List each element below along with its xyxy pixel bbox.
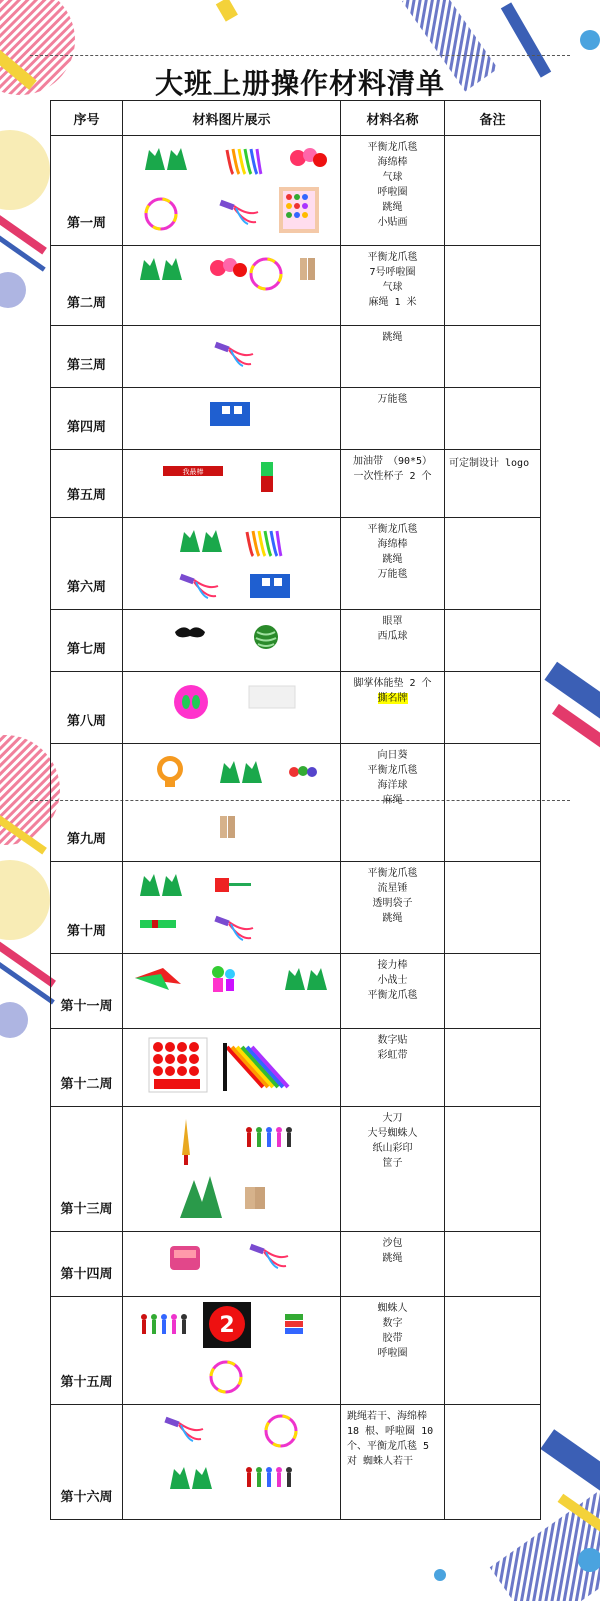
- rope-icon: [218, 196, 262, 229]
- material-names: [341, 954, 445, 1029]
- materials-table: [50, 100, 541, 1520]
- material-name: 跳绳: [382, 913, 403, 924]
- material-name: 气球: [382, 282, 403, 293]
- material-names: [341, 1232, 445, 1297]
- material-name: 筐子: [382, 1158, 403, 1169]
- table-row: [51, 610, 541, 672]
- week-label: 第五周: [51, 450, 123, 518]
- material-names: [341, 388, 445, 450]
- material-name: 呼啦圈: [377, 187, 408, 198]
- material-name: 接力棒: [377, 960, 408, 971]
- material-name: 跳绳: [382, 1253, 403, 1264]
- balloon-icon: [208, 256, 248, 289]
- table-row: [51, 518, 541, 610]
- material-pictures: [123, 1405, 341, 1520]
- note: [445, 1107, 541, 1232]
- spiderman-icon: [243, 1125, 293, 1154]
- material-name: 7号呼啦圈: [369, 267, 416, 278]
- dragon-claw-icon: [143, 146, 189, 175]
- material-names: [341, 450, 445, 518]
- material-pictures: [123, 610, 341, 672]
- dragon-claw-icon: [218, 759, 264, 788]
- week-label: 第六周: [51, 518, 123, 610]
- note: 可定制设计 logo: [445, 450, 541, 518]
- material-names: [341, 136, 445, 246]
- week-label: 第八周: [51, 672, 123, 744]
- material-name: 数字: [382, 1318, 403, 1329]
- balloon-icon: [288, 146, 328, 179]
- note: [445, 326, 541, 388]
- material-pictures: [123, 1232, 341, 1297]
- spiderman-icon: [243, 1465, 293, 1494]
- table-row: [51, 1297, 541, 1405]
- week-label: 第十一周: [51, 954, 123, 1029]
- material-name: 平衡龙爪毯: [367, 990, 418, 1001]
- material-names: [341, 1107, 445, 1232]
- table-row: [51, 672, 541, 744]
- week-label: 第二周: [51, 246, 123, 326]
- sticker-icon: [278, 186, 320, 237]
- note: [445, 610, 541, 672]
- material-name: 呼啦圈: [377, 1348, 408, 1359]
- material-pictures: [123, 1029, 341, 1107]
- week-label: 第七周: [51, 610, 123, 672]
- week-label: 第十六周: [51, 1405, 123, 1520]
- material-name: 数字贴: [377, 1035, 408, 1046]
- foot-pad-icon: [173, 684, 209, 723]
- rope-icon: [163, 1413, 207, 1446]
- material-name: 跳绳: [382, 332, 403, 343]
- header-pictures: 材料图片展示: [123, 101, 341, 136]
- meteor-hammer-icon: [213, 872, 253, 897]
- material-name: 平衡龙爪毯: [367, 868, 418, 879]
- table-row: [51, 388, 541, 450]
- material-pictures: [123, 954, 341, 1029]
- bag-icon: [138, 917, 178, 934]
- material-name: 跳绳: [382, 554, 403, 565]
- note: [445, 1029, 541, 1107]
- material-name: 向日葵: [377, 750, 408, 761]
- material-name: 小贴画: [377, 217, 408, 228]
- note: [445, 954, 541, 1029]
- table-row: [51, 1107, 541, 1232]
- note: [445, 1405, 541, 1520]
- material-names: [341, 672, 445, 744]
- week-label: 第十四周: [51, 1232, 123, 1297]
- note: [445, 862, 541, 954]
- hemp-rope-icon: [298, 256, 318, 285]
- table-row: [51, 326, 541, 388]
- big-knife-icon: [178, 1117, 194, 1170]
- material-pictures: [123, 136, 341, 246]
- dragon-claw-icon: [168, 1465, 214, 1494]
- material-pictures: [123, 388, 341, 450]
- material-names: [341, 326, 445, 388]
- material-name: 海绵棒: [377, 539, 408, 550]
- week-label: 第十二周: [51, 1029, 123, 1107]
- week-label: 第四周: [51, 388, 123, 450]
- rope-icon: [248, 1240, 292, 1273]
- material-name: 平衡龙爪毯: [367, 142, 418, 153]
- table-row: [51, 1405, 541, 1520]
- tape-icon: [283, 1312, 305, 1339]
- material-name: 跳绳若干、海绵棒 18 根、呼啦圈 10 个、平衡龙爪毯 5 对 蜘蛛人若干: [347, 1411, 434, 1467]
- material-names: [341, 1029, 445, 1107]
- material-names: [341, 1405, 445, 1520]
- material-name: 胶带: [382, 1333, 403, 1344]
- header-notes: 备注: [445, 101, 541, 136]
- number-sticker-icon: [148, 1037, 208, 1096]
- highlighted-material: 撕名牌: [377, 693, 408, 704]
- note: [445, 1232, 541, 1297]
- material-pictures: [123, 862, 341, 954]
- material-pictures: [123, 326, 341, 388]
- soldier-icon: [208, 964, 238, 997]
- rope-icon: [213, 338, 257, 371]
- spiderman-icon: [138, 1312, 188, 1341]
- material-name: 纸山彩印: [372, 1143, 413, 1154]
- material-name: 眼罩: [382, 616, 403, 627]
- material-name: 气球: [382, 172, 403, 183]
- eye-mask-icon: [173, 624, 207, 645]
- week-label: 第三周: [51, 326, 123, 388]
- material-name: 平衡龙爪毯: [367, 765, 418, 776]
- material-name: 蜘蛛人: [377, 1303, 408, 1314]
- header-material-name: 材料名称: [341, 101, 445, 136]
- week-label: 第十周: [51, 862, 123, 954]
- note: [445, 744, 541, 862]
- foam-stick-icon: [243, 528, 283, 561]
- material-name: 沙包: [382, 1238, 403, 1249]
- material-name: 小战士: [377, 975, 408, 986]
- material-pictures: [123, 744, 341, 862]
- sandbag-icon: [168, 1242, 202, 1275]
- note: [445, 136, 541, 246]
- dragon-claw-icon: [283, 966, 329, 995]
- material-pictures: [123, 672, 341, 744]
- material-names: [341, 610, 445, 672]
- note: [445, 518, 541, 610]
- rainbow-band-icon: [223, 1037, 303, 1096]
- material-name: 脚掌体能垫 2 个: [353, 678, 432, 689]
- mat-icon: [248, 570, 292, 603]
- note: [445, 246, 541, 326]
- table-row: [51, 1232, 541, 1297]
- dragon-claw-icon: [138, 872, 184, 901]
- note: [445, 388, 541, 450]
- sunflower-icon: [153, 754, 187, 791]
- material-pictures: [123, 1107, 341, 1232]
- cheer-banner-icon: [163, 464, 223, 481]
- week-label: 第十五周: [51, 1297, 123, 1405]
- basket-icon: [243, 1185, 267, 1214]
- svg-text:2: 2: [219, 1313, 235, 1338]
- material-name: [341, 691, 444, 706]
- material-names: [341, 862, 445, 954]
- material-name: 万能毯: [377, 569, 408, 580]
- watermelon-ball-icon: [253, 624, 279, 653]
- material-name: 万能毯: [377, 394, 408, 405]
- material-names: [341, 744, 445, 862]
- material-name: 西瓜球: [377, 631, 408, 642]
- material-name: 海绵棒: [377, 157, 408, 168]
- mat-icon: [208, 398, 252, 431]
- foam-stick-icon: [223, 146, 263, 179]
- rope-icon: [178, 570, 222, 603]
- material-name: 大刀: [382, 1113, 403, 1124]
- hoop-icon: [208, 1359, 244, 1398]
- week-label: 第一周: [51, 136, 123, 246]
- material-name: 平衡龙爪毯: [367, 524, 418, 535]
- hoop-icon: [248, 256, 284, 295]
- hemp-rope-icon: [218, 814, 238, 843]
- table-row: [51, 744, 541, 862]
- material-name: 透明袋子: [372, 898, 413, 909]
- material-name: 麻绳: [382, 795, 403, 806]
- table-row: [51, 450, 541, 518]
- note: [445, 1297, 541, 1405]
- note: [445, 672, 541, 744]
- number-card-icon: [203, 1302, 251, 1351]
- hoop-icon: [143, 196, 179, 235]
- header-index: 序号: [51, 101, 123, 136]
- rope-icon: [213, 912, 257, 945]
- material-name: 跳绳: [382, 202, 403, 213]
- material-names: [341, 518, 445, 610]
- material-pictures: [123, 1297, 341, 1405]
- table-header-row: [51, 101, 541, 136]
- dragon-claw-icon: [138, 256, 184, 285]
- relay-baton-icon: [133, 964, 183, 997]
- material-name: 一次性杯子 2 个: [353, 471, 432, 482]
- table-row: [51, 862, 541, 954]
- hoop-icon: [263, 1413, 299, 1452]
- material-name: 海洋球: [377, 780, 408, 791]
- material-name: 麻绳 1 米: [368, 297, 417, 308]
- material-name: 流星锤: [377, 883, 408, 894]
- table-row: [51, 954, 541, 1029]
- material-name: 大号蜘蛛人: [367, 1128, 418, 1139]
- week-label: 第十三周: [51, 1107, 123, 1232]
- material-names: [341, 1297, 445, 1405]
- material-pictures: [123, 450, 341, 518]
- name-tag-icon: [248, 684, 296, 713]
- paper-mountain-icon: [178, 1172, 224, 1223]
- page-title: 大班上册操作材料清单: [154, 67, 445, 100]
- material-pictures: [123, 518, 341, 610]
- table-row: [51, 246, 541, 326]
- material-name: 彩虹带: [377, 1050, 408, 1061]
- svg-text:我最棒: 我最棒: [182, 468, 204, 476]
- week-label: 第九周: [51, 744, 123, 862]
- dragon-claw-icon: [178, 528, 224, 557]
- table-row: [51, 1029, 541, 1107]
- material-pictures: [123, 246, 341, 326]
- material-name: 平衡龙爪毯: [367, 252, 418, 263]
- cup-icon: [258, 460, 276, 497]
- ocean-ball-icon: [288, 764, 318, 781]
- table-row: [51, 136, 541, 246]
- divider-top: [30, 55, 570, 56]
- material-name: 加油带 （90*5）: [352, 456, 433, 467]
- material-names: [341, 246, 445, 326]
